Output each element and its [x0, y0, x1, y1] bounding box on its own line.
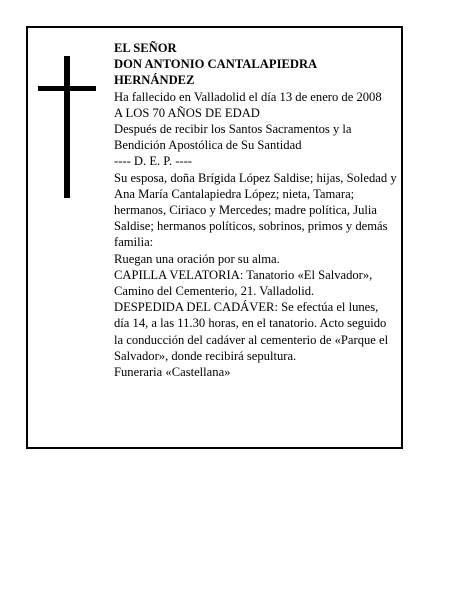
family-line: familia:	[114, 235, 154, 250]
cross-vertical-bar	[64, 56, 70, 198]
wake-address-line: Camino del Cementerio, 21. Valladolid.	[114, 284, 315, 299]
funeral-line: DESPEDIDA DEL CADÁVER: Se efectúa el lunes,	[114, 300, 379, 315]
benediction-line: Bendición Apostólica de Su Santidad	[114, 138, 302, 153]
obituary-notice	[26, 26, 403, 449]
death-date-line: Ha fallecido en Valladolid el día 13 de enero de 2008	[114, 89, 382, 104]
funeral-line: día 14, a las 11.30 horas, en el tanatorio. Acto seguido	[114, 316, 387, 331]
family-line: Su esposa, doña Brígida López Saldise; hijas, Soledad y	[114, 170, 397, 185]
funeral-line: Salvador», donde recibirá sepultura.	[114, 348, 297, 363]
sacraments-line: Después de recibir los Santos Sacramentos y la	[114, 122, 352, 137]
family-line: hermanos, Ciriaco y Mercedes; madre política, Julia	[114, 203, 377, 218]
family-line: Saldise; hermanos políticos, sobrinos, primos y demás	[114, 219, 388, 234]
wake-line: CAPILLA VELATORIA: Tanatorio «El Salvador»,	[114, 267, 373, 282]
funeral-home-line: Funeraria «Castellana»	[114, 365, 231, 380]
funeral-line: la conducción del cadáver al cementerio de «Parque el	[114, 332, 389, 347]
cross-horizontal-bar	[38, 86, 96, 91]
age-line: A LOS 70 AÑOS DE EDAD	[114, 105, 260, 120]
latin-cross-icon	[38, 56, 96, 198]
notice-text	[114, 40, 400, 380]
prayer-line: Ruegan una oración por su alma.	[114, 251, 280, 266]
family-line: Ana María Cantalapiedra López; nieta, Tamara;	[114, 186, 355, 201]
deceased-name: DON ANTONIO CANTALAPIEDRA	[114, 57, 318, 72]
rip-line: ---- D. E. P. ----	[114, 154, 192, 169]
deceased-surname: HERNÁNDEZ	[114, 73, 195, 88]
heading-title: EL SEÑOR	[114, 41, 177, 55]
